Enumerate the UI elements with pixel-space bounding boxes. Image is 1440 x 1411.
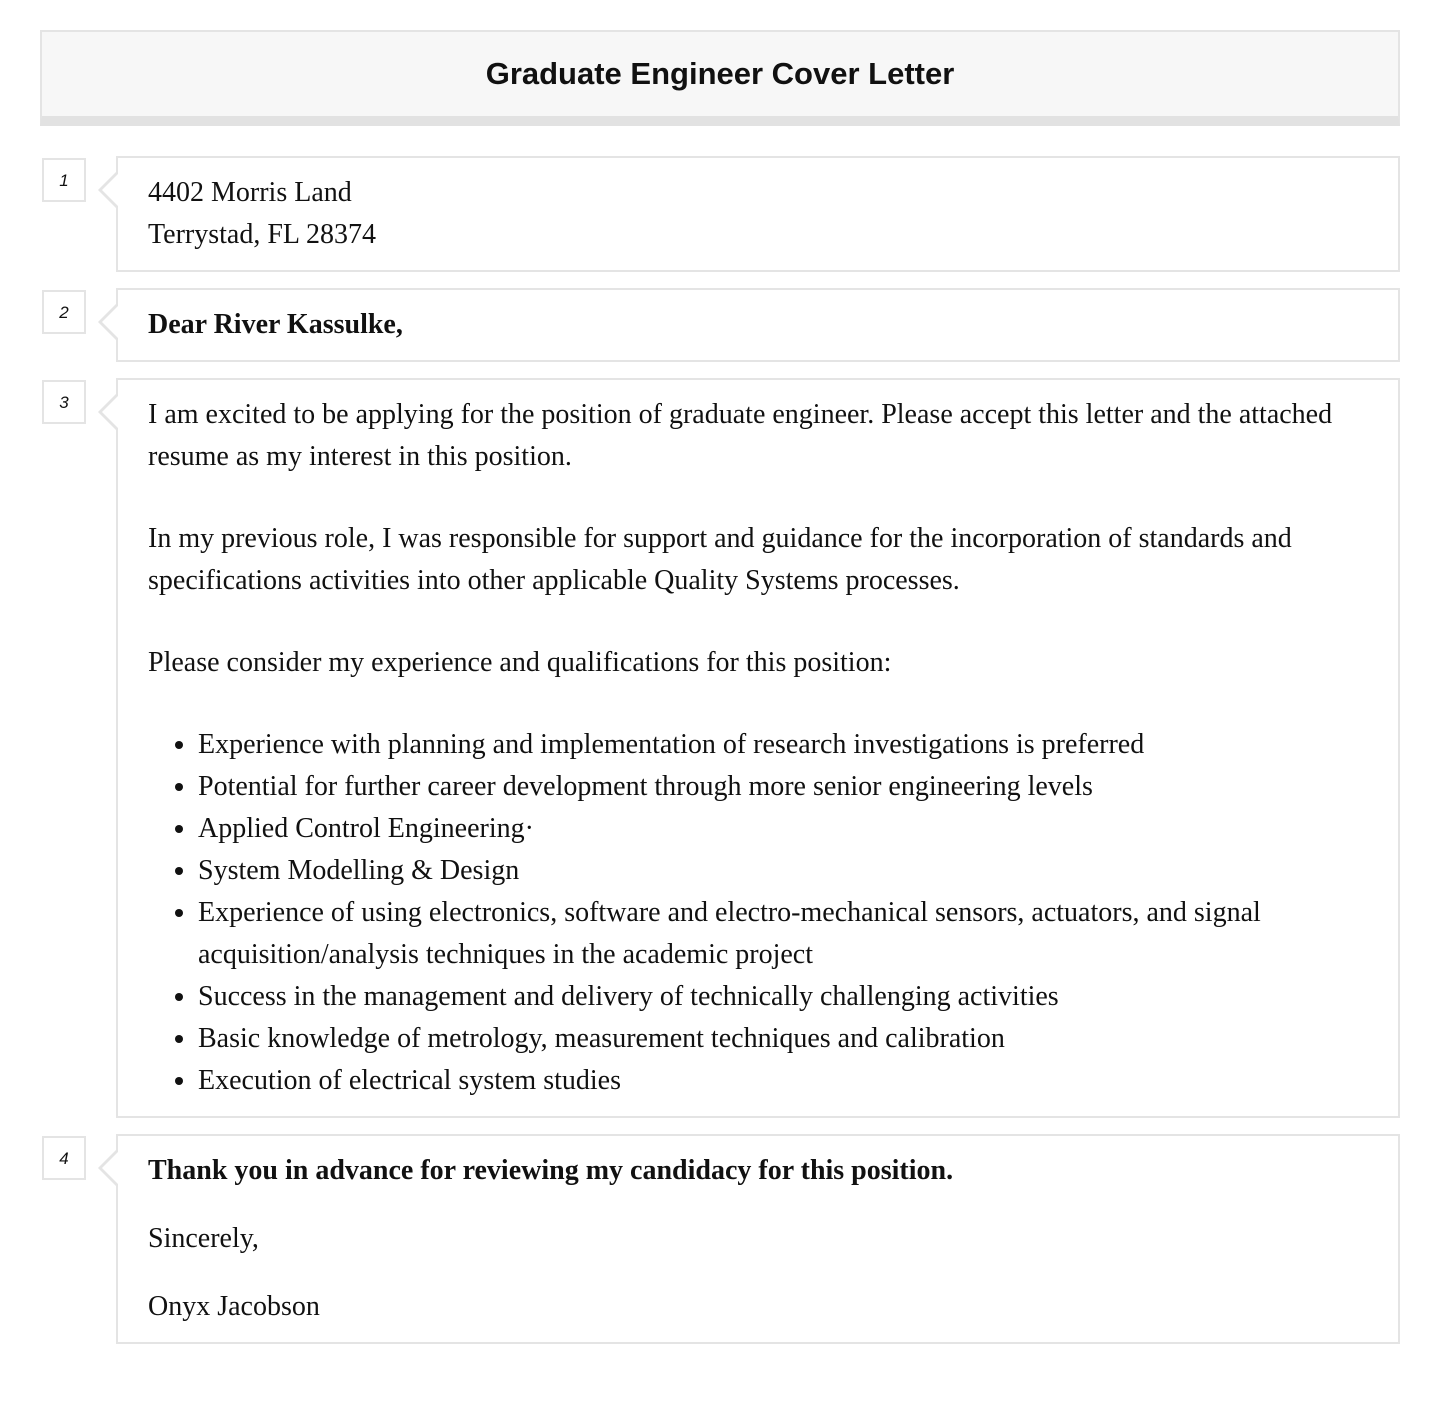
signature: Onyx Jacobson (148, 1291, 320, 1322)
list-item: • Experience with planning and implementation of research investigations is preferred (198, 724, 1368, 766)
list-item: • Basic knowledge of metrology, measurement techniques and calibration (198, 1018, 1368, 1060)
closing-card (116, 1134, 1400, 1344)
body-paragraph-1: I am excited to be applying for the position of graduate engineer. Please accept this letter and the attached resume as my interest in this position. (148, 399, 1333, 472)
address-card (116, 156, 1400, 272)
page-title: Graduate Engineer Cover Letter (485, 56, 955, 91)
salutation: Dear River Kassulke, (148, 309, 403, 340)
qualifications-list (148, 724, 1368, 1102)
address-line-2: Terrystad, FL 28374 (148, 219, 376, 250)
letter-header (40, 30, 1400, 126)
list-item: • Execution of electrical system studies (198, 1060, 1368, 1102)
body-paragraph-2: In my previous role, I was responsible for support and guidance for the incorporation of standards and specifications activities into other applicable Quality Systems processes. (148, 523, 1292, 596)
body-card (116, 378, 1400, 1118)
step-number: 4 (42, 1136, 86, 1180)
step-number: 2 (42, 290, 86, 334)
salutation-card (116, 288, 1400, 362)
sign-off: Sincerely, (148, 1223, 259, 1254)
closing-line: Thank you in advance for reviewing my candidacy for this position. (148, 1155, 954, 1186)
list-item: • Applied Control Engineering· (198, 808, 1368, 850)
step-number: 1 (42, 158, 86, 202)
list-item: • Experience of using electronics, software and electro-mechanical sensors, actuators, and signal acquisition/analysis techniques in the academic project (198, 892, 1368, 976)
body-paragraph-3: Please consider my experience and qualifications for this position: (148, 647, 892, 678)
list-item: • Success in the management and delivery of technically challenging activities (198, 976, 1368, 1018)
list-item: • Potential for further career development through more senior engineering levels (198, 766, 1368, 808)
address-line-1: 4402 Morris Land (148, 177, 352, 208)
list-item: • System Modelling & Design (198, 850, 1368, 892)
step-number: 3 (42, 380, 86, 424)
